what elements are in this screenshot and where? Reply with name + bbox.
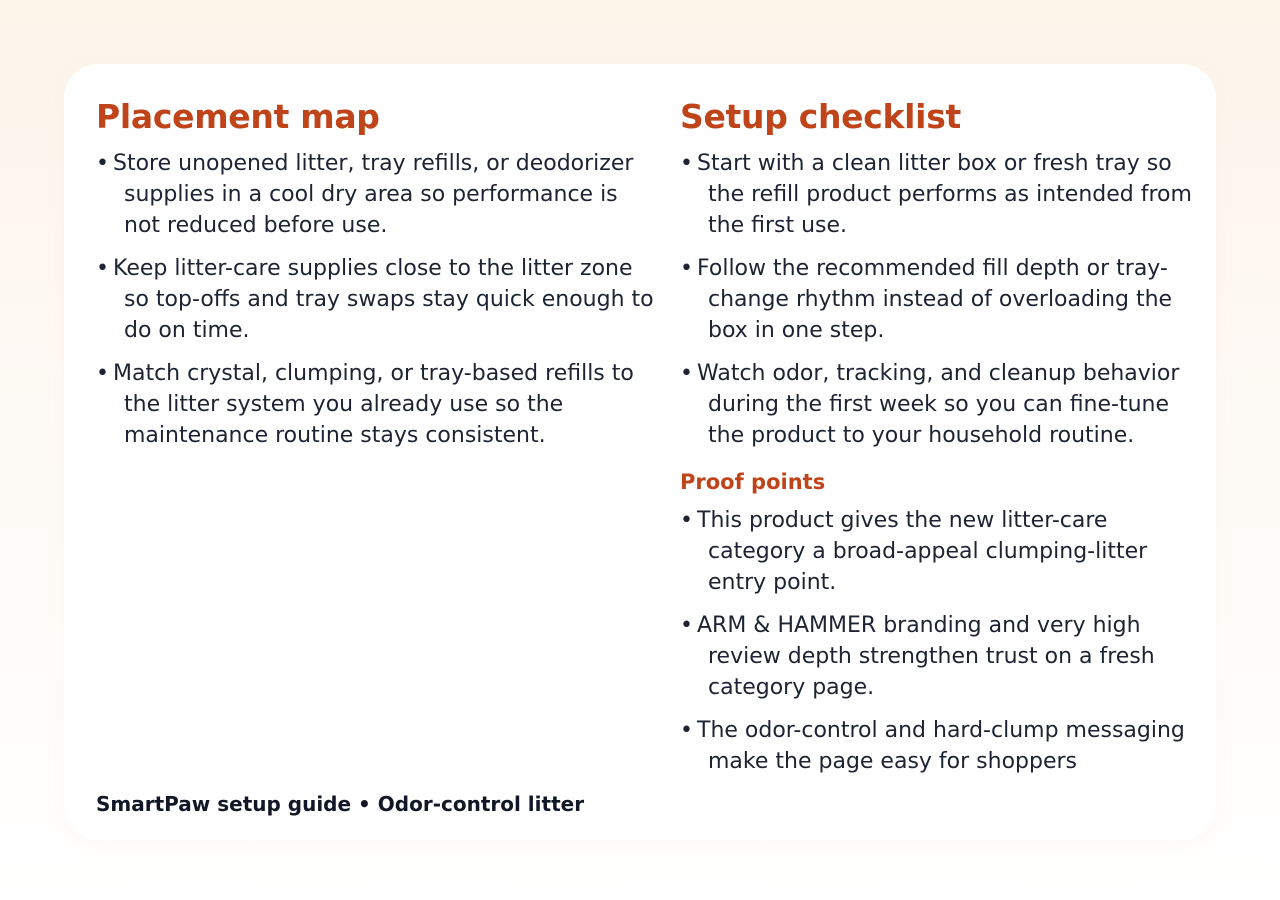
list-item: • Match crystal, clumping, or tray-based refills to the litter system you already use so the maintenance routine stays consistent. [96, 361, 634, 448]
list-item-text: This product gives the new litter-care category a broad-appeal clumping-litter entry point. [697, 508, 1148, 595]
proof-list [680, 505, 1200, 774]
list-item: • Start with a clean litter box or fresh tray so the refill product performs as intended from the first use. [680, 151, 1192, 238]
list-item: • Store unopened litter, tray refills, or deodorizer supplies in a cool dry area so performance is not reduced before use. [96, 151, 634, 238]
list-item-text: Store unopened litter, tray refills, or deodorizer supplies in a cool dry area so performance is not reduced before use. [113, 151, 634, 238]
list-item-text: The odor-control and hard-clump messaging make the page easy for shoppers [697, 718, 1185, 774]
list-item-text: Match crystal, clumping, or tray-based refills to the litter system you already use so the maintenance routine stays consistent. [113, 361, 634, 448]
list-item: • This product gives the new litter-care category a broad-appeal clumping-litter entry point. [680, 508, 1148, 595]
checklist-column [680, 98, 1200, 774]
list-item-text: Follow the recommended fill depth or tray-change rhythm instead of overloading the box in one step. [697, 256, 1173, 343]
list-item-text: ARM & HAMMER branding and very high review depth strengthen trust on a fresh category page. [697, 613, 1155, 700]
placement-list [96, 148, 656, 451]
list-item-text: Keep litter-care supplies close to the litter zone so top-offs and tray swaps stay quick enough to do on time. [113, 256, 654, 343]
list-item: • Watch odor, tracking, and cleanup behavior during the first week so you can fine-tune the product to your household routine. [680, 361, 1180, 448]
list-item: • Follow the recommended fill depth or tray-change rhythm instead of overloading the box in one step. [680, 256, 1173, 343]
list-item: • Keep litter-care supplies close to the litter zone so top-offs and tray swaps stay quick enough to do on time. [96, 256, 654, 343]
list-item-text: Watch odor, tracking, and cleanup behavior during the first week so you can fine-tune the product to your household routine. [697, 361, 1180, 448]
guide-card [64, 64, 1216, 840]
checklist-heading: Setup checklist [680, 98, 962, 136]
placement-heading: Placement map [96, 97, 380, 136]
page-footer: SmartPaw setup guide • Odor-control litter [96, 792, 585, 816]
list-item-text: Start with a clean litter box or fresh tray so the refill product performs as intended from the first use. [697, 151, 1192, 238]
checklist-list [680, 148, 1200, 451]
placement-column [96, 98, 656, 463]
proof-heading: Proof points [680, 470, 826, 494]
list-item: • ARM & HAMMER branding and very high review depth strengthen trust on a fresh category page. [680, 613, 1155, 700]
list-item: • The odor-control and hard-clump messaging make the page easy for shoppers [680, 718, 1185, 774]
